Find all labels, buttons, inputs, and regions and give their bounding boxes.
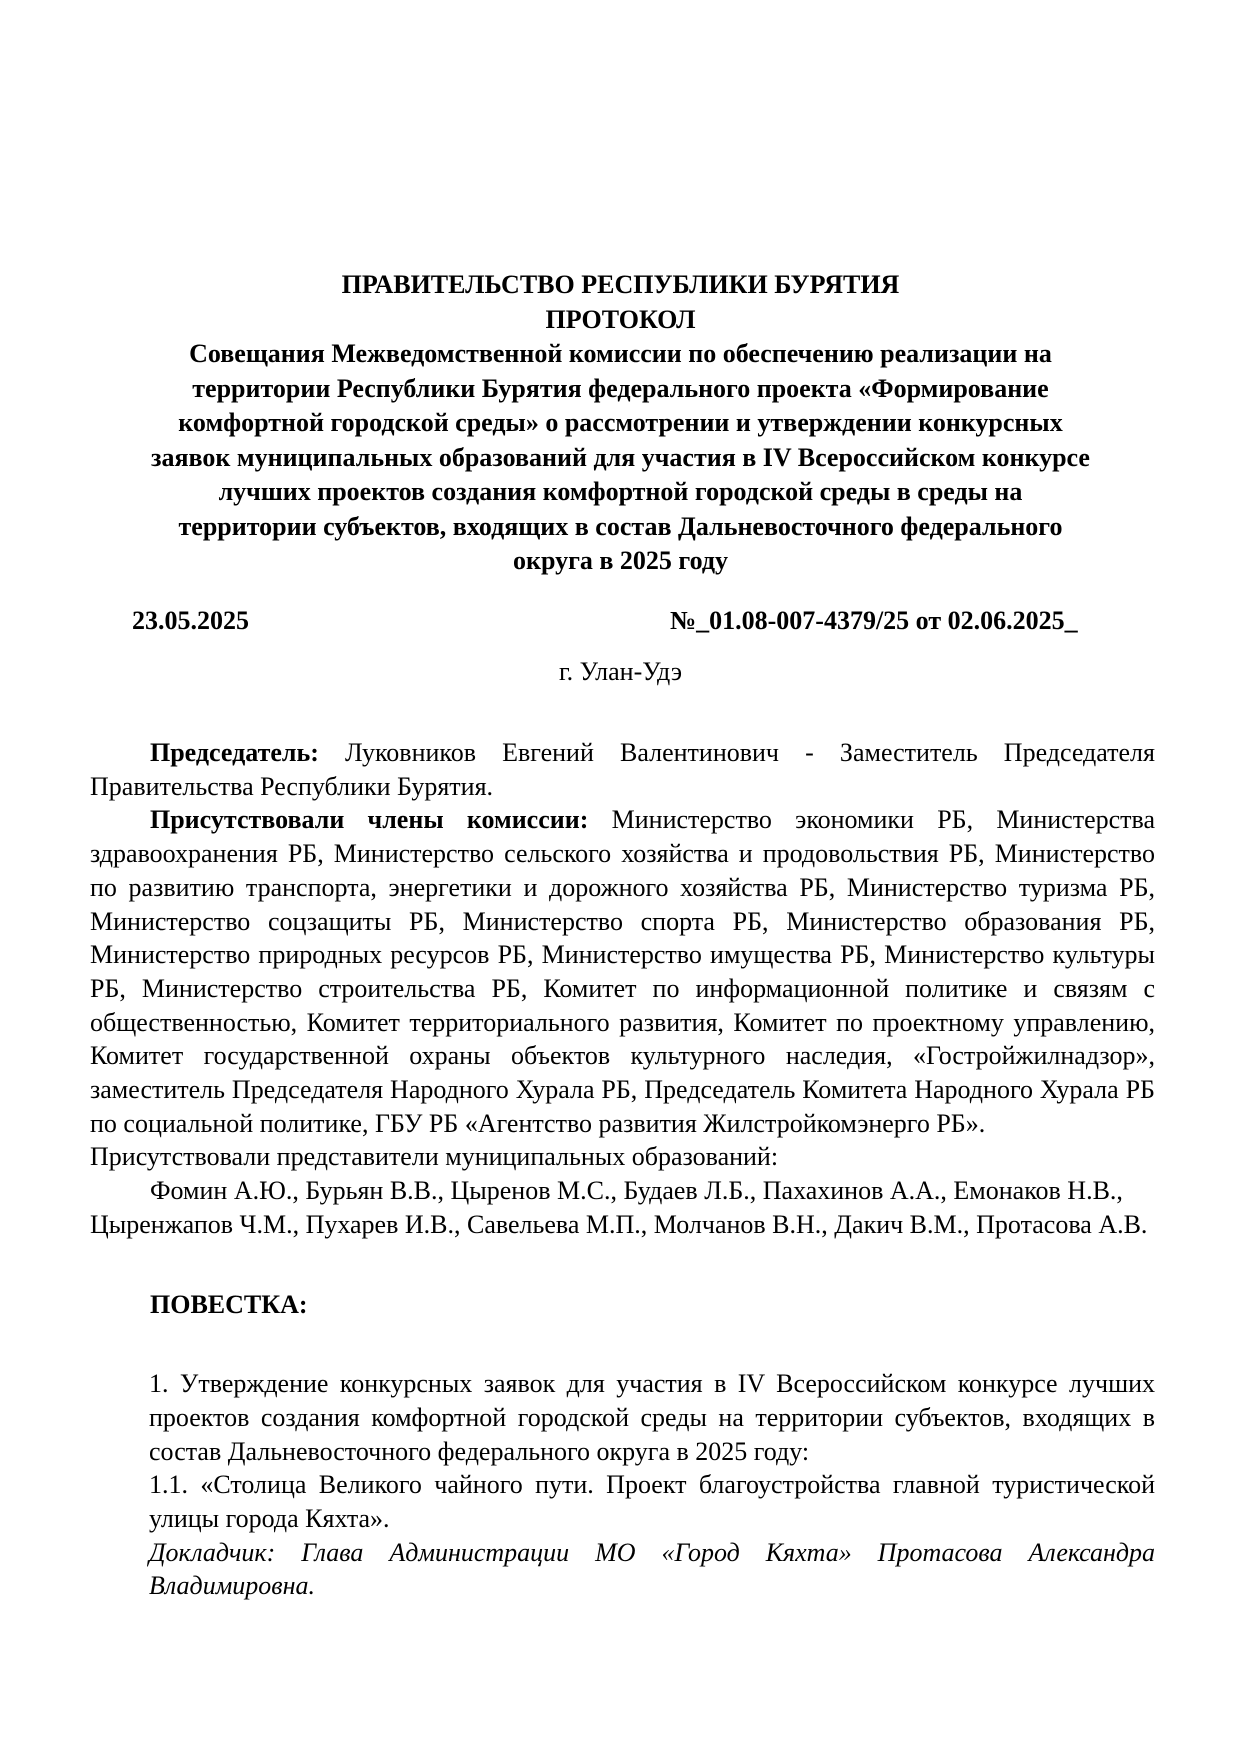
government-title: ПРАВИТЕЛЬСТВО РЕСПУБЛИКИ БУРЯТИЯ [341, 270, 900, 299]
members-paragraph [90, 803, 1155, 1140]
document-type: ПРОТОКОЛ [545, 304, 696, 334]
document-body [90, 736, 1155, 1603]
subject-line-3: комфортной городской среды» о рассмотрении и утверждении конкурсных [178, 408, 1063, 437]
protocol-number: №_01.08-007-4379/25 от 02.06.2025_ [670, 606, 1078, 635]
chairman-label: Председатель: [150, 738, 319, 767]
document-header [82, 268, 1159, 579]
chairman-text: Луковников Евгений Валентинович - Заместитель Председателя Правительства Республики Бурятия. [90, 738, 1155, 801]
agenda-item-1: 1. Утверждение конкурсных заявок для участия в IV Всероссийском конкурсе лучших проектов создания комфортной городской среды на территории субъектов, входящих в состав Дальневосточного федерального округа в 2025 году: [149, 1369, 1155, 1466]
subject-line-4: заявок муниципальных образований для участия в IV Всероссийском конкурсе [151, 442, 1090, 472]
agenda-list [149, 1367, 1155, 1603]
representatives-list: Фомин А.Ю., Бурьян В.В., Цыренов М.С., Будаев Л.Б., Пахахинов А.А., Емонаков Н.В., Цыренжапов Ч.М., Пухарев И.В., Савельева М.П., Молчанов В.Н., Дакич В.М., Протасова А.В. [90, 1176, 1148, 1239]
subject-line-6: территории субъектов, входящих в состав Дальневосточного федерального [178, 511, 1063, 541]
agenda-title: ПОВЕСТКА: [150, 1289, 308, 1319]
members-label: Присутствовали члены комиссии: [150, 805, 589, 835]
subject-line-7: округа в 2025 году [512, 546, 728, 575]
chairman-paragraph [90, 736, 1155, 803]
agenda-item-1-1: 1.1. «Столица Великого чайного пути. Проект благоустройства главной туристической улицы города Кяхта». [149, 1470, 1155, 1534]
meeting-date: 23.05.2025 [132, 606, 249, 635]
members-text: Министерство экономики РБ, Министерства здравоохранения РБ, Министерство сельского хозяйства и продовольствия РБ, Министерство по развитию транспорта, энергетики и дорожного хозяйства РБ, Министерство туризма РБ, Министерство соцзащиты РБ, Министерство спорта РБ, Министерство образования РБ, Министерство природных ресурсов РБ, Министерство имущества РБ, Министерство культуры РБ, Министерство строительства РБ, Комитет по информационной политике и связям с общественностью, Комитет территориального развития, Комитет по проектному управлению, Комитет государственной охраны объектов культурного наследия, «Гостройжилнадзор», заместитель Председателя Народного Хурала РБ, Председатель Комитета Народного Хурала РБ по социальной политике, ГБУ РБ «Агентство развития Жилстройкомэнерго РБ». [90, 805, 1155, 1138]
subject-line-5: лучших проектов создания комфортной городской среды в среды на [218, 477, 1023, 506]
representatives-intro: Присутствовали представители муниципальных образований: [90, 1142, 779, 1172]
subject-line-1: Совещания Межведомственной комиссии по обеспечению реализации на [189, 339, 1052, 368]
subject-line-2: территории Республики Бурятия федерального проекта «Формирование [192, 373, 1049, 403]
city: г. Улан-Удэ [558, 657, 683, 686]
agenda-speaker: Докладчик: Глава Администрации МО «Город Кяхта» Протасова Александра Владимировна. [149, 1537, 1155, 1601]
